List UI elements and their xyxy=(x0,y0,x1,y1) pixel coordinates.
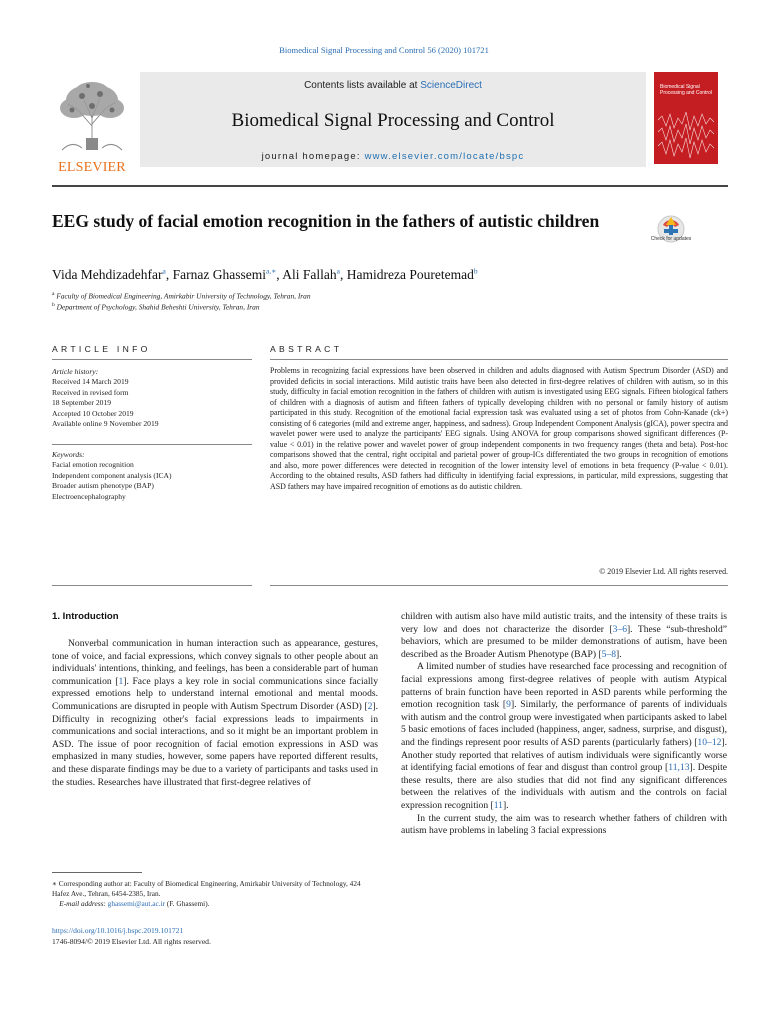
history-item: Received in revised form xyxy=(52,387,129,397)
keyword-item[interactable]: Electroencephalography xyxy=(52,491,126,501)
abstract-copyright: © 2019 Elsevier Ltd. All rights reserved. xyxy=(599,567,728,576)
text-run: ]. These “sub-threshold” behaviors, which are presumed to be milder demonstrations of autism, have been described as the Broader Autism Phenotype (BAP) [ xyxy=(401,623,727,660)
citation-link[interactable]: 5–8 xyxy=(601,648,617,660)
text-run: ]. Face plays a key role in social communications since facially expressed emotions help to understand internal emotional and mental moods. Communications are disrupted in people with Autism Spectrum Disorder (ASD) [ xyxy=(52,675,378,712)
journal-cover-thumbnail[interactable] xyxy=(654,72,718,164)
footnote-divider xyxy=(52,872,142,873)
intro-right-column xyxy=(401,611,727,838)
history-item: 18 September 2019 xyxy=(52,398,112,408)
paragraph xyxy=(401,813,727,838)
abstract-bottom-divider xyxy=(270,585,728,586)
elsevier-logo[interactable] xyxy=(52,80,132,175)
journal-banner xyxy=(140,72,646,167)
citation-link[interactable]: 1 xyxy=(118,675,124,687)
cover-waveform-icon xyxy=(654,112,718,164)
citation-link[interactable]: 3–6 xyxy=(612,623,627,635)
journal-title[interactable]: Biomedical Signal Processing and Control xyxy=(231,110,555,131)
history-label: Article history: xyxy=(52,367,99,376)
crossmark-label[interactable]: Check for updates xyxy=(650,236,692,242)
article-title: EEG study of facial emotion recognition in the fathers of autistic children xyxy=(52,211,600,231)
citation-link[interactable]: 11 xyxy=(493,799,503,811)
footnote-corresponding: ∗ Corresponding author at: Faculty of Biomedical Engineering, Amirkabir University of Technology, 424 Hafez Ave., Tehran, 6454-2385, Iran. xyxy=(52,879,361,898)
citation-link[interactable]: 9 xyxy=(506,699,511,711)
homepage-link[interactable]: www.elsevier.com/locate/bspc xyxy=(364,151,525,162)
history-item: Accepted 10 October 2019 xyxy=(52,408,134,418)
footnote-email: E-mail address: ghassemi@aut.ac.ir (F. Ghassemi). xyxy=(59,899,210,908)
author-list xyxy=(52,266,652,283)
issn-copyright: 1746-8094/© 2019 Elsevier Ltd. All rights reserved. xyxy=(52,937,211,946)
abstract-text: Problems in recognizing facial expressions have been observed in children and adults diagnosed with Autism Spectrum Disorder (ASD) and provided deficits in social interactions. Mild autistic traits have been also detected in first-degree relatives of children with autism, so in this study, difficulty in facial emotion recognition in the fathers of children with autism is investigated using EEG signals. Fifteen biological fathers of children with a diagnosis of autism and fifteen fathers of typically developing children with no personal or family history of autism participated in this study. Recognition of the emotional facial expression task was evaluated using a set of photos from Cohn-Kanade (ck+) consisting of 6 categories (mild and extreme anger, happiness, and sadness). Group Independent Component Analysis (gICA), power spectra and wavelet power were used to analyze the participants' EEG signals. Using ANOVA for group comparisons showed significant differences (P-value < 0.01) in the relative power and wavelet power of group independent components in two frequency ranges (theta and beta). Post-hoc comparisons showed that the central, right occipital and parietal power of group-ICs differentiated the two groups in recognition of emotions and also, more power differences were detected in recognition of the lower intensity level of emotions in beta frequency (P-value < 0.01). According to the obtained results, ASD fathers had difficulty in identifying facial expressions, in particular, mild expressions, suggesting that ASD fathers may have impaired recognition of emotions as do autistic children. xyxy=(270,366,728,491)
paragraph xyxy=(52,638,378,789)
text-run: ]. Similarly, the performance of parents of individuals with autism and the control group were investigated when participants asked to label 5 basic emotions of faces included (happiness, anger, sadness, surprise, and disgust), and the findings represent poor results of ASD parents (particularly fathers) [ xyxy=(401,699,727,748)
affiliation-b: $^b$ Department of Psychology, Shahid Beheshti University, Tehran, Iran xyxy=(52,302,260,312)
article-history xyxy=(52,367,252,429)
author-4[interactable]: Hamidreza Pouretemad$^b$ xyxy=(346,266,478,282)
contents-prefix: Contents lists available at xyxy=(304,80,421,91)
text-run: ]. xyxy=(616,648,622,660)
email-link[interactable]: ghassemi@aut.ac.ir xyxy=(107,899,166,908)
journal-masthead xyxy=(52,72,646,175)
text-run: ]. xyxy=(502,799,509,811)
keyword-item[interactable]: Independent component analysis (ICA) xyxy=(52,470,172,480)
sciencedirect-link[interactable]: ScienceDirect xyxy=(420,80,482,91)
text-run: ]. Difficulty in recognizing other's facial expressions leads to impairments in communications and social interactions, and so it might be an important problem in ASD. The issue of poor recognition of facial emotion expressions in ASD was emphasized in many studies, however, some papers have reported different results, and these disparate findings may be due to a variety of participants and tasks used in the studies. Researches have illustrated that first-degree relatives of xyxy=(52,700,378,788)
abstract-heading: ABSTRACT xyxy=(270,344,343,354)
affiliation-a: $^a$ Faculty of Biomedical Engineering, Amirkabir University of Technology, Tehran, Iran xyxy=(52,291,311,301)
text-run: In the current study, the aim was to research whether fathers of children with autism have problems in labeling 3 facial expressions xyxy=(401,812,727,837)
author-2[interactable]: Farnaz Ghassemi$^{a,∗}$, xyxy=(172,266,283,282)
history-divider xyxy=(52,444,252,445)
keyword-item[interactable]: Broader autism phenotype (BAP) xyxy=(52,481,154,491)
elsevier-tree-icon xyxy=(52,80,132,152)
citation-link[interactable]: 2 xyxy=(367,700,373,712)
keywords-label: Keywords: xyxy=(52,450,85,459)
contents-line xyxy=(140,80,646,91)
text-run: ]. Another study reported that relatives of autism individuals were significantly worse at identifying facial emotions of fear and disgust than control group [ xyxy=(401,736,727,774)
history-item: Available online 9 November 2019 xyxy=(52,419,159,429)
intro-left-column xyxy=(52,638,378,789)
info-bottom-divider xyxy=(52,585,252,586)
keywords xyxy=(52,450,252,502)
text-run: Nonverbal communication in human interaction such as appearance, gestures, tone of voice, and facial expressions, which convey signals to other people about an individuals' intentions, thinking, and feelings, has been a considerable part of human communication [ xyxy=(52,638,378,687)
crossmark-icon[interactable] xyxy=(653,213,689,251)
citation-link[interactable]: 10–12 xyxy=(697,736,722,748)
history-item: Received 14 March 2019 xyxy=(52,377,129,387)
publisher-name: ELSEVIER xyxy=(58,160,126,175)
cover-title: Biomedical Signal Processing and Control xyxy=(660,84,712,96)
header-divider xyxy=(52,185,728,187)
journal-citation[interactable]: Biomedical Signal Processing and Control 56 (2020) 101721 xyxy=(279,45,489,55)
paragraph xyxy=(401,611,727,661)
article-info-divider xyxy=(52,359,252,360)
author-1[interactable]: Vida Mehdizadehfar$^a$, xyxy=(52,266,173,282)
corresponding-author-footnote xyxy=(52,879,378,909)
keyword-item[interactable]: Facial emotion recognition xyxy=(52,460,134,470)
doi-link[interactable]: https://doi.org/10.1016/j.bspc.2019.101721 xyxy=(52,926,184,935)
journal-homepage xyxy=(140,151,646,162)
homepage-prefix: journal homepage: xyxy=(261,151,365,162)
article-info-heading: ARTICLE INFO xyxy=(52,344,151,354)
text-run: children with autism also have mild autistic traits, and the intensity of these traits is very low and does not characterize the disorder [ xyxy=(401,611,727,635)
abstract-divider xyxy=(270,359,728,360)
citation-link[interactable]: 11,13 xyxy=(668,762,690,774)
text-run: A limited number of studies have researched face processing and recognition of facial expressions among first-degree relatives of people with autism Atypical patterns of brain function have been reported in ASD parents while performing the emotion recognition task [ xyxy=(401,661,727,711)
text-run: ]. Despite these results, there are also studies that did not find any significant differences between the relatives of the individuals with autism and the controls on facial expression recognition [ xyxy=(401,762,727,811)
author-3[interactable]: Ali Fallah$^a$, xyxy=(282,266,347,282)
section-heading-introduction: 1. Introduction xyxy=(52,611,119,622)
paragraph xyxy=(401,661,727,812)
